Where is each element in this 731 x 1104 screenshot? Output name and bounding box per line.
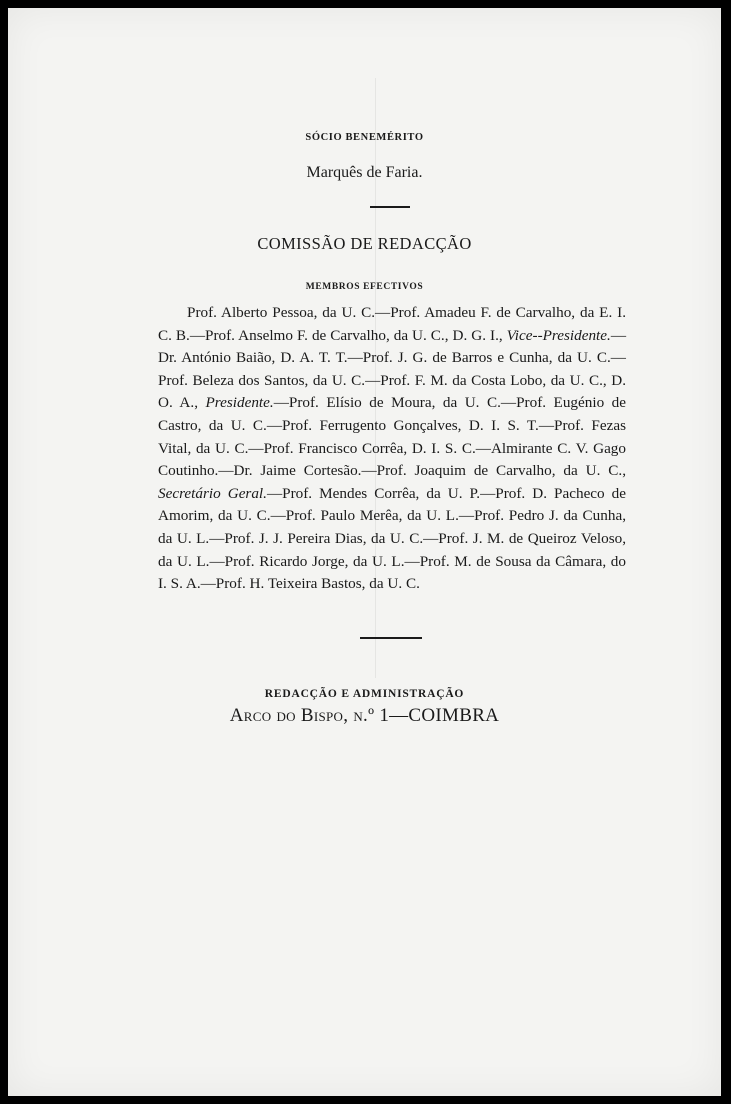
socio-name: Marquês de Faria. (306, 164, 423, 181)
members-heading: MEMBROS EFECTIVOS (305, 282, 424, 292)
members-text-part-3: —Prof. Elísio de Moura, da U. C.—Prof. Eugénio de Castro, da U. C.—Prof. Ferrugento Gonçalves, D. I. S. T.—Prof. Fezas Vital, da U. C.—Prof. Francisco Corrêa, D. I. S. C.—Almirante C. V. Gago Coutinho.—Dr. Jaime Cortesão.—Prof. Joaquim de Carvalho, da U. C., (158, 394, 626, 480)
members-text-part-2: —Dr. António Baião, D. A. T. T.—Prof. J. G. de Barros e Cunha, da U. C.—Prof. Beleza dos Santos, da U. C.—Prof. F. M. da Costa Lobo, da U. C., D. O. A., (158, 326, 626, 412)
commission-heading: COMISSÃO DE REDACÇÃO (257, 234, 472, 253)
socio-heading: SÓCIO BENEMÉRITO (305, 132, 424, 143)
admin-address (8, 705, 721, 727)
document-page (8, 8, 721, 1096)
short-divider (370, 206, 410, 208)
members-list (158, 302, 626, 596)
vice-president-role: Vice--Presidente. (506, 326, 611, 344)
secretary-role: Secretário Geral. (158, 484, 267, 502)
president-role: Presidente. (205, 394, 274, 412)
address-street: Arco do Bispo, n.º 1 (229, 705, 390, 726)
address-city: —COIMBRA (389, 705, 500, 726)
long-divider (360, 637, 422, 639)
admin-heading: REDACÇÃO E ADMINISTRAÇÃO (264, 688, 465, 700)
members-text-part-4: —Prof. Mendes Corrêa, da U. P.—Prof. D. Pacheco de Amorim, da U. C.—Prof. Paulo Merêa, da U. L.—Prof. Pedro J. da Cunha, da U. L.—Prof. J. J. Pereira Dias, da U. C.—Prof. J. M. de Queiroz Veloso, da U. L.—Prof. Ricardo Jorge, da U. L.—Prof. M. de Sousa da Câmara, do I. S. A.—Prof. H. Teixeira Bastos, da U. C. (158, 484, 626, 593)
members-text-part-1: Prof. Alberto Pessoa, da U. C.—Prof. Amadeu F. de Carvalho, da E. I. C. B.—Prof. Anselmo F. de Carvalho, da U. C., D. G. I., (158, 304, 626, 344)
